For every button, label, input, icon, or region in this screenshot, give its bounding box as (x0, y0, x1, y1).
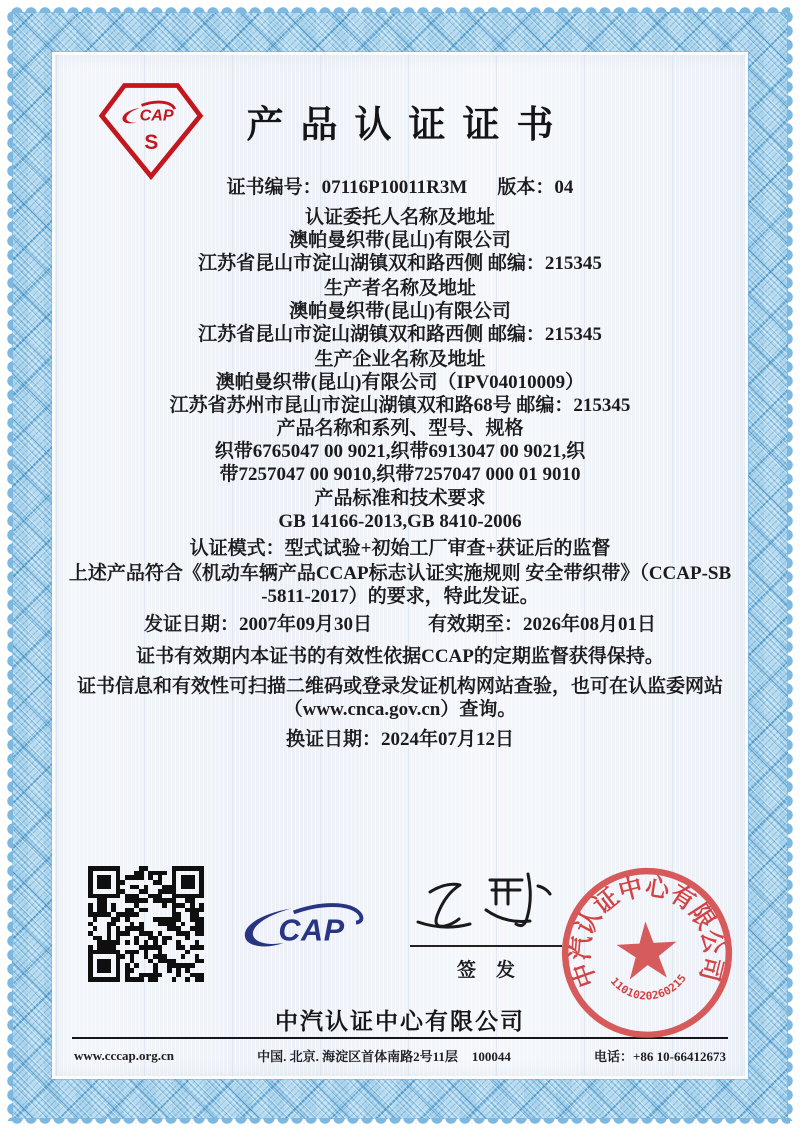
signature-underline (410, 945, 562, 947)
qr-code (88, 866, 204, 982)
statement-line: 上述产品符合《机动车辆产品CCAP标志认证实施规则 安全带织带》（CCAP-SB (68, 563, 732, 584)
producer-section (0, 277, 800, 346)
section-line: 澳帕曼织带(昆山)有限公司 (289, 301, 511, 322)
validity-note-line: 证书有效期内本证书的有效性依据CCAP的定期监督获得保持。 (136, 646, 664, 667)
renewal-value: 2024年07月12日 (381, 729, 515, 750)
footer-website: www.cccap.org.cn (74, 1047, 175, 1063)
section-heading: 认证委托人名称及地址 (304, 207, 495, 228)
issuing-org-name: 中汽认证中心有限公司 (275, 1008, 525, 1034)
applicant-section (0, 206, 800, 275)
company-seal (549, 855, 744, 1050)
sign-issue-label: 签发 (456, 960, 535, 981)
valid-until-value: 2026年08月01日 (523, 614, 657, 635)
statement-line: -5811-2017）的要求，特此发证。 (261, 586, 539, 607)
svg-text:1101020260215 (607, 971, 690, 1005)
standard-section (0, 487, 800, 533)
renewal-label: 换证日期： (285, 729, 381, 750)
seal-ring-text: 中汽认证中心有限公司 (567, 873, 727, 991)
product-section (0, 417, 800, 486)
section-heading: 产品标准和技术要求 (314, 488, 486, 509)
section-heading: 生产者名称及地址 (323, 278, 476, 299)
section-line: 江苏省苏州市昆山市淀山湖镇双和路68号 邮编：215345 (169, 395, 631, 416)
section-heading: 产品名称和系列、型号、规格 (276, 418, 524, 439)
section-line: 带7257047 00 9010,织带7257047 000 01 9010 (219, 464, 581, 485)
issue-date-label: 发证日期： (143, 614, 239, 635)
section-heading: 生产企业名称及地址 (314, 349, 486, 370)
issue-date-value: 2007年09月30日 (238, 614, 372, 635)
section-line: 澳帕曼织带(昆山)有限公司（IPV04010009） (215, 372, 585, 393)
cert-no-value: 07116P10011R3M (321, 177, 468, 198)
conformity-statement (0, 562, 800, 608)
signature-block (410, 866, 562, 982)
verification-note (0, 675, 800, 721)
seal-number: 1101020260215 (607, 972, 689, 1003)
seal-star (615, 920, 678, 980)
version-label: 版本： (497, 177, 555, 198)
footer-postcode: 100044 (471, 1049, 511, 1064)
cert-no-label: 证书编号： (226, 177, 322, 198)
section-line: GB 14166-2013,GB 8410-2006 (278, 511, 522, 532)
certification-mode-line: 认证模式：型式试验+初始工厂审查+获证后的监督 (189, 538, 611, 559)
section-line: 江苏省昆山市淀山湖镇双和路西侧 邮编：215345 (198, 253, 602, 274)
footer-phone: 电话：+86 10-66412673 (594, 1049, 726, 1064)
border-scallop-bottom (10, 1118, 790, 1126)
section-line: 织带6765047 00 9021,织带6913047 00 9021,织 (214, 441, 586, 462)
valid-until-label: 有效期至： (428, 614, 524, 635)
badge-s-text: S (144, 130, 159, 154)
factory-section (0, 348, 800, 417)
footer-address: 中国. 北京. 海淀区首体南路2号11层 (257, 1049, 458, 1064)
signature-handwriting (410, 866, 562, 938)
ccap-text: CAP (278, 913, 345, 948)
dates-line (0, 613, 800, 636)
version-value: 04 (554, 177, 574, 198)
section-line: 江苏省昆山市淀山湖镇双和路西侧 邮编：215345 (198, 324, 602, 345)
verify-line: 证书信息和有效性可扫描二维码或登录发证机构网站查验，也可在认监委网站 (76, 676, 723, 697)
page-title: 产品认证证书 (246, 104, 571, 145)
certificate-number-line (0, 176, 800, 199)
badge-cap-text: CAP (139, 106, 174, 125)
renewal-date-line (0, 728, 800, 751)
footer-row (74, 1046, 726, 1065)
verify-line: （www.cnca.gov.cn）查询。 (283, 699, 517, 720)
footer-address-block (250, 1046, 518, 1065)
ccap-wordmark-logo (230, 896, 370, 958)
border-scallop-top (10, 5, 790, 13)
section-line: 澳帕曼织带(昆山)有限公司 (289, 230, 511, 251)
